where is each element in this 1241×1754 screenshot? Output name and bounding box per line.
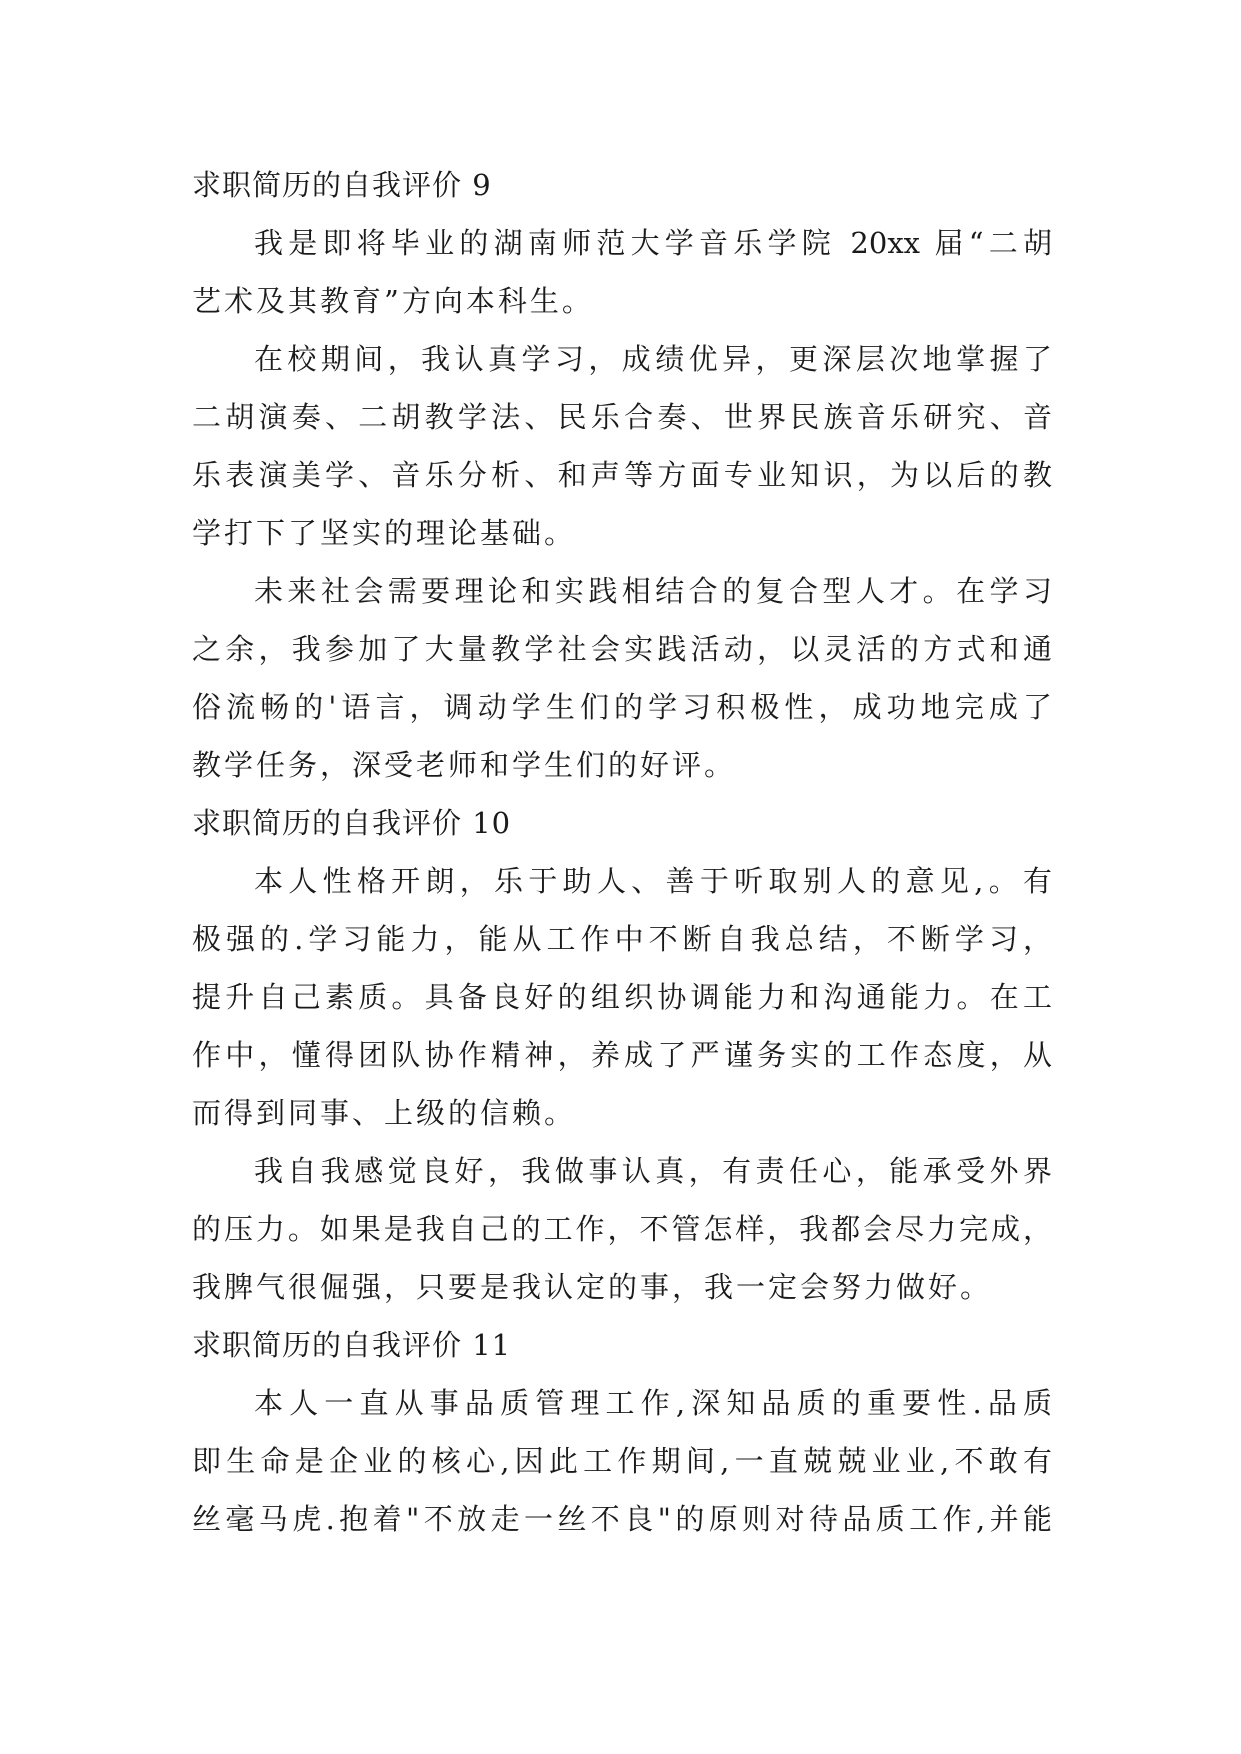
- paragraph: [192, 1374, 1052, 1548]
- section-heading: 求职简历的自我评价 11: [192, 1328, 512, 1362]
- section-heading: 求职简历的自我评价 10: [192, 806, 512, 840]
- paragraph-line: 教学任务，深受老师和学生们的好评。: [192, 748, 737, 782]
- paragraph-line: 我是即将毕业的湖南师范大学音乐学院 20xx 届“二胡: [254, 226, 1052, 260]
- paragraph-line: 未来社会需要理论和实践相结合的复合型人才。在学习: [254, 574, 1052, 608]
- paragraph: [192, 214, 1052, 330]
- document-page: [192, 156, 1052, 1548]
- paragraph-line: 二胡演奏、二胡教学法、民乐合奏、世界民族音乐研究、音: [192, 400, 1052, 434]
- paragraph: [192, 852, 1052, 1142]
- paragraph-line: 即生命是企业的核心,因此工作期间,一直兢兢业业,不敢有: [192, 1444, 1052, 1478]
- section-10: [192, 794, 1052, 1316]
- paragraph-line: 艺术及其教育”方向本科生。: [192, 284, 594, 318]
- paragraph-line: 极强的.学习能力，能从工作中不断自我总结，不断学习，: [192, 922, 1052, 956]
- paragraph-line: 乐表演美学、音乐分析、和声等方面专业知识，为以后的教: [192, 458, 1052, 492]
- paragraph-line: 提升自己素质。具备良好的组织协调能力和沟通能力。在工: [192, 980, 1052, 1014]
- paragraph-line: 在校期间，我认真学习，成绩优异，更深层次地掌握了: [254, 342, 1052, 376]
- paragraph-line: 而得到同事、上级的信赖。: [192, 1096, 577, 1130]
- paragraph-line: 丝毫马虎.抱着"不放走一丝不良"的原则对待品质工作,并能: [192, 1502, 1052, 1536]
- section-11: [192, 1316, 1052, 1548]
- paragraph-line: 我脾气很倔强，只要是我认定的事，我一定会努力做好。: [192, 1270, 993, 1304]
- paragraph-line: 本人一直从事品质管理工作,深知品质的重要性.品质: [254, 1386, 1052, 1420]
- paragraph-line: 的压力。如果是我自己的工作，不管怎样，我都会尽力完成，: [192, 1212, 1052, 1246]
- paragraph-line: 本人性格开朗，乐于助人、善于听取别人的意见,。有: [254, 864, 1052, 898]
- paragraph-line: 俗流畅的'语言，调动学生们的学习积极性，成功地完成了: [192, 690, 1052, 724]
- paragraph-line: 作中，懂得团队协作精神，养成了严谨务实的工作态度，从: [192, 1038, 1052, 1072]
- section-heading: 求职简历的自我评价 9: [192, 168, 492, 202]
- section-9: [192, 156, 1052, 794]
- paragraph-line: 学打下了坚实的理论基础。: [192, 516, 577, 550]
- paragraph: [192, 562, 1052, 794]
- paragraph: [192, 1142, 1052, 1316]
- paragraph-line: 我自我感觉良好，我做事认真，有责任心，能承受外界: [254, 1154, 1052, 1188]
- paragraph-line: 之余，我参加了大量教学社会实践活动，以灵活的方式和通: [192, 632, 1052, 666]
- paragraph: [192, 330, 1052, 562]
